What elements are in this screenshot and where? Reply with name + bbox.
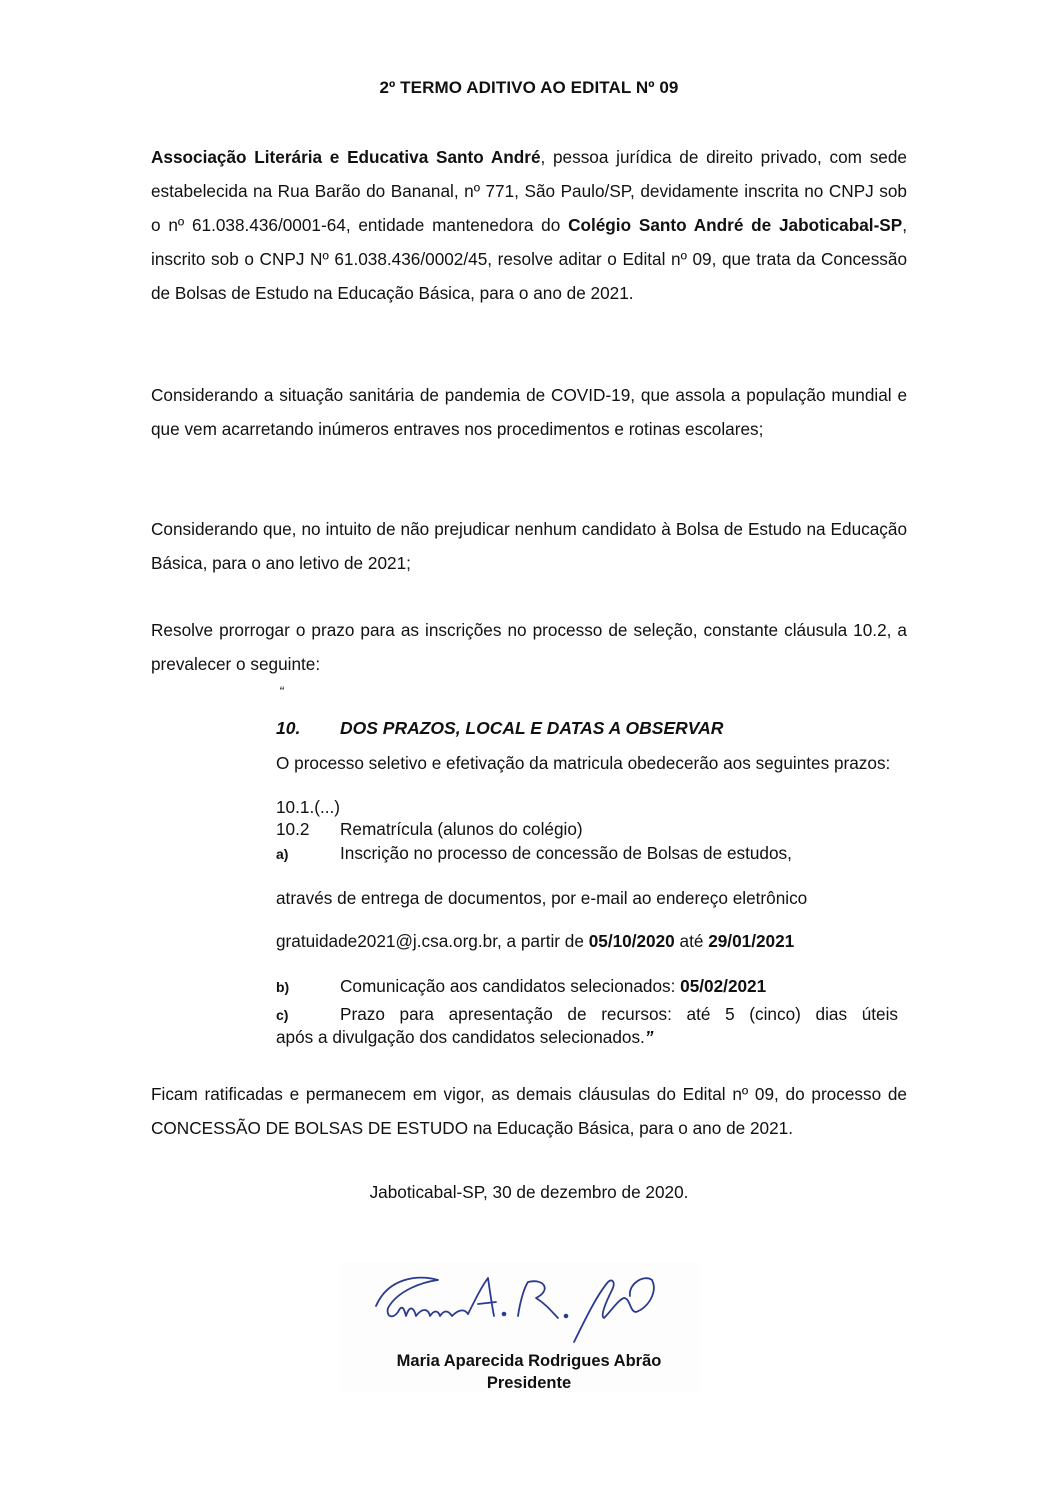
- item-c-line-1: [276, 1003, 898, 1026]
- signatory-name: Maria Aparecida Rodrigues Abrão: [396, 1352, 662, 1370]
- date-to: 29/01/2021: [708, 931, 795, 951]
- item-c-text-1: Prazo para apresentação de recursos: até 5 (cinco) dias úteis: [340, 1004, 898, 1024]
- section-number: 10.: [276, 718, 301, 738]
- item-a-label: a): [276, 846, 289, 862]
- ratificacao-paragraph: Ficam ratificadas e permanecem em vigor, as demais cláusulas do Edital nº 09, do processo de CONCESSÃO DE BOLSAS DE ESTUDO na Educação Básica, para o ano de 2021.: [151, 1084, 907, 1138]
- item-b-label: b): [276, 979, 290, 995]
- document-title: 2º TERMO ADITIVO AO EDITAL Nº 09: [379, 78, 679, 97]
- item-10-1: 10.1.(...): [276, 797, 340, 817]
- date-from: 05/10/2020: [588, 931, 675, 951]
- section-title: DOS PRAZOS, LOCAL E DATAS A OBSERVAR: [340, 718, 724, 738]
- item-b-date: 05/02/2021: [680, 976, 767, 996]
- section-heading: [276, 718, 723, 739]
- item-10-2-text: Rematrícula (alunos do colégio): [340, 819, 583, 839]
- intro-text-2: , inscrito sob o CNPJ Nº 61.038.436/0002/45, resolve aditar o Edital nº 09, que trata da Concessão de Bolsas de Estudo na Educação Básica, para o ano de 2021.: [151, 215, 907, 303]
- signatory-role: Presidente: [486, 1374, 572, 1392]
- item-10-2: [276, 818, 898, 840]
- email-address-text: gratuidade2021@j.csa.org.br, a partir de: [276, 931, 589, 951]
- handwritten-signature: [368, 1268, 668, 1358]
- item-a-line-2: através de entrega de documentos, por e-mail ao endereço eletrônico: [276, 888, 808, 908]
- item-c-label: c): [276, 1007, 289, 1023]
- opening-quote-mark: “: [279, 683, 284, 699]
- resolve-paragraph: Resolve prorrogar o prazo para as inscrições no processo de seleção, constante cláusula 10.2, a prevalecer o seguinte:: [151, 620, 907, 674]
- item-b: [276, 975, 898, 998]
- school-name: Colégio Santo André de Jaboticabal-SP: [568, 215, 903, 235]
- section-intro: O processo seletivo e efetivação da matricula obedecerão aos seguintes prazos:: [276, 753, 891, 773]
- item-a-connector: até: [674, 931, 709, 951]
- item-b-text: Comunicação aos candidatos selecionados:: [340, 976, 681, 996]
- considerando-1-paragraph: Considerando a situação sanitária de pandemia de COVID-19, que assola a população mundial e que vem acarretando inúmeros entraves nos procedimentos e rotinas escolares;: [151, 385, 907, 439]
- org-name: Associação Literária e Educativa Santo André: [151, 147, 541, 167]
- date-place: Jaboticabal-SP, 30 de dezembro de 2020.: [369, 1182, 689, 1202]
- item-10-2-number: 10.2: [276, 819, 310, 839]
- item-a-text-1: Inscrição no processo de concessão de Bolsas de estudos,: [340, 843, 792, 863]
- item-c-line-2: [276, 1026, 898, 1048]
- item-a-line-1: [276, 842, 898, 865]
- intro-text-1: , pessoa jurídica de direito privado, com sede estabelecida na Rua Barão do Bananal, nº 771, São Paulo/SP, devidamente inscrita no CNPJ sob o nº 61.038.436/0001-64, entidade mantenedora do: [151, 147, 907, 235]
- considerando-2-paragraph: Considerando que, no intuito de não prejudicar nenhum candidato à Bolsa de Estudo na Educação Básica, para o ano letivo de 2021;: [151, 519, 907, 573]
- closing-quote-mark: ”: [644, 1027, 654, 1047]
- intro-paragraph: [151, 140, 907, 310]
- item-c-text-2: após a divulgação dos candidatos selecionados.: [276, 1027, 645, 1047]
- item-a-line-3: [276, 930, 898, 952]
